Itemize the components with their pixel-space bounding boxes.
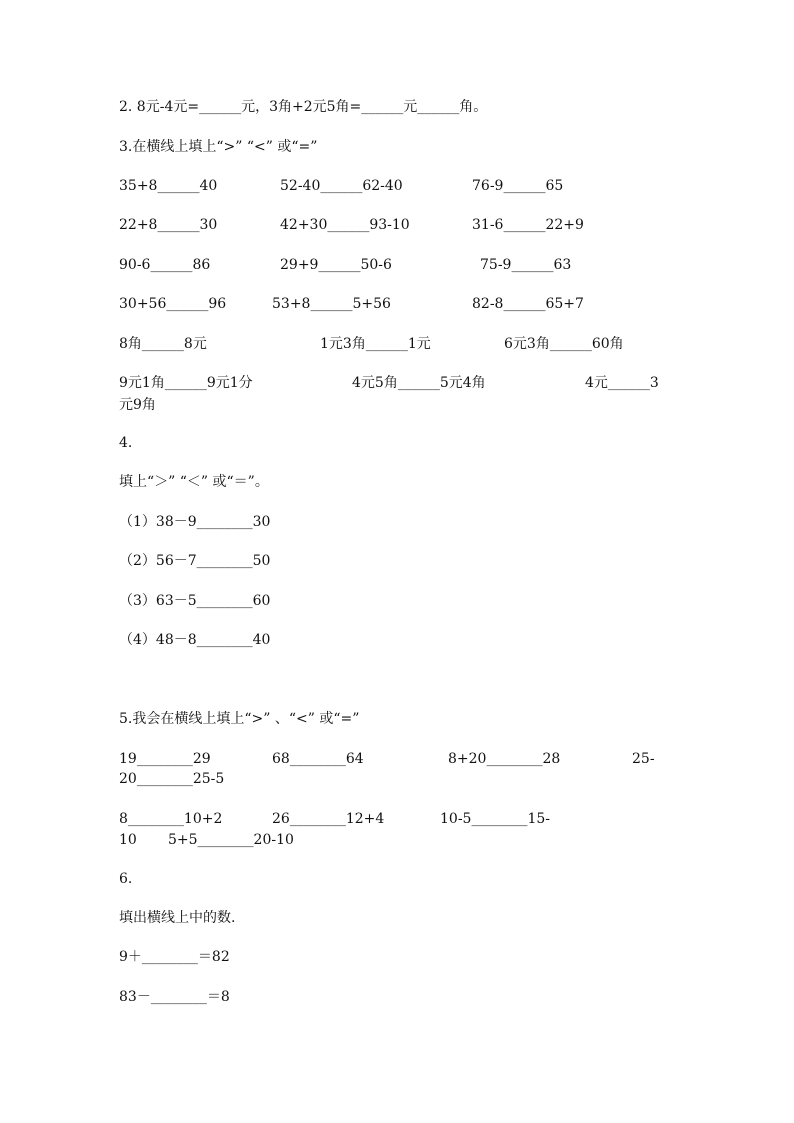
q3-row4-item3: 82-8______65+7 (472, 296, 584, 312)
q4-item-3: （3）63－5________60 (119, 593, 271, 609)
q3-row2-item2: 42+30______93-10 (280, 217, 410, 233)
q3-row3-item1: 90-6______86 (119, 257, 211, 273)
q6-item-1: 9＋________＝82 (119, 949, 230, 965)
q3-row5-item1: 8角______8元 (119, 336, 207, 352)
q5-row2-item3: 10-5________15- (440, 811, 550, 827)
q3-row3-item3: 75-9______63 (480, 257, 572, 273)
question-6-instruction: 填出横线上中的数. (119, 910, 236, 926)
q5-row1-item3: 8+20________28 (448, 751, 561, 767)
q3-row1-item3: 76-9______65 (472, 178, 564, 194)
q3-row4-item1: 30+56______96 (119, 296, 227, 312)
q3-row6-item2: 4元5角______5元4角 (352, 375, 486, 391)
q5-row1-wrap: 20________25-5 (119, 771, 225, 787)
question-6-number: 6. (119, 871, 133, 887)
q5-row1-item1: 19________29 (119, 751, 211, 767)
q5-row1-item4: 25- (632, 751, 655, 767)
q3-row2-item3: 31-6______22+9 (472, 217, 584, 233)
q5-row1-item2: 68________64 (272, 751, 364, 767)
q5-row2-item1: 8________10+2 (119, 811, 223, 827)
q3-row2-item1: 22+8______30 (119, 217, 218, 233)
q3-row6-item1: 9元1角______9元1分 (119, 375, 253, 391)
q4-item-1: （1）38－9________30 (119, 514, 271, 530)
question-2-text: 2. 8元-4元=______元，3角+2元5角=______元______角。 (119, 99, 488, 115)
q4-item-2: （2）56－7________50 (119, 553, 271, 569)
q3-row6-wrap: 元9角 (119, 397, 156, 413)
q3-row5-item2: 1元3角______1元 (320, 336, 431, 352)
q5-row2-wrap-2: 5+5________20-10 (168, 832, 294, 848)
q5-row2-wrap-1: 10 (119, 832, 137, 848)
q5-row2-item2: 26________12+4 (272, 811, 385, 827)
question-5-heading: 5.我会在横线上填上“>” 、“<” 或“=” (119, 711, 360, 727)
question-4-instruction: 填上“＞” “＜” 或“＝”。 (119, 474, 269, 490)
q6-item-2: 83－________＝8 (119, 989, 230, 1005)
question-4-number: 4. (119, 435, 133, 451)
q3-row4-item2: 53+8______5+56 (272, 296, 391, 312)
q4-item-4: （4）48－8________40 (119, 632, 271, 648)
q3-row3-item2: 29+9______50-6 (280, 257, 392, 273)
q3-row5-item3: 6元3角______60角 (504, 336, 624, 352)
q3-row1-item1: 35+8______40 (119, 178, 218, 194)
question-3-heading: 3.在横线上填上“>” “<” 或“=” (119, 139, 318, 155)
q3-row1-item2: 52-40______62-40 (280, 178, 403, 194)
q3-row6-item3: 4元______3 (585, 375, 659, 391)
